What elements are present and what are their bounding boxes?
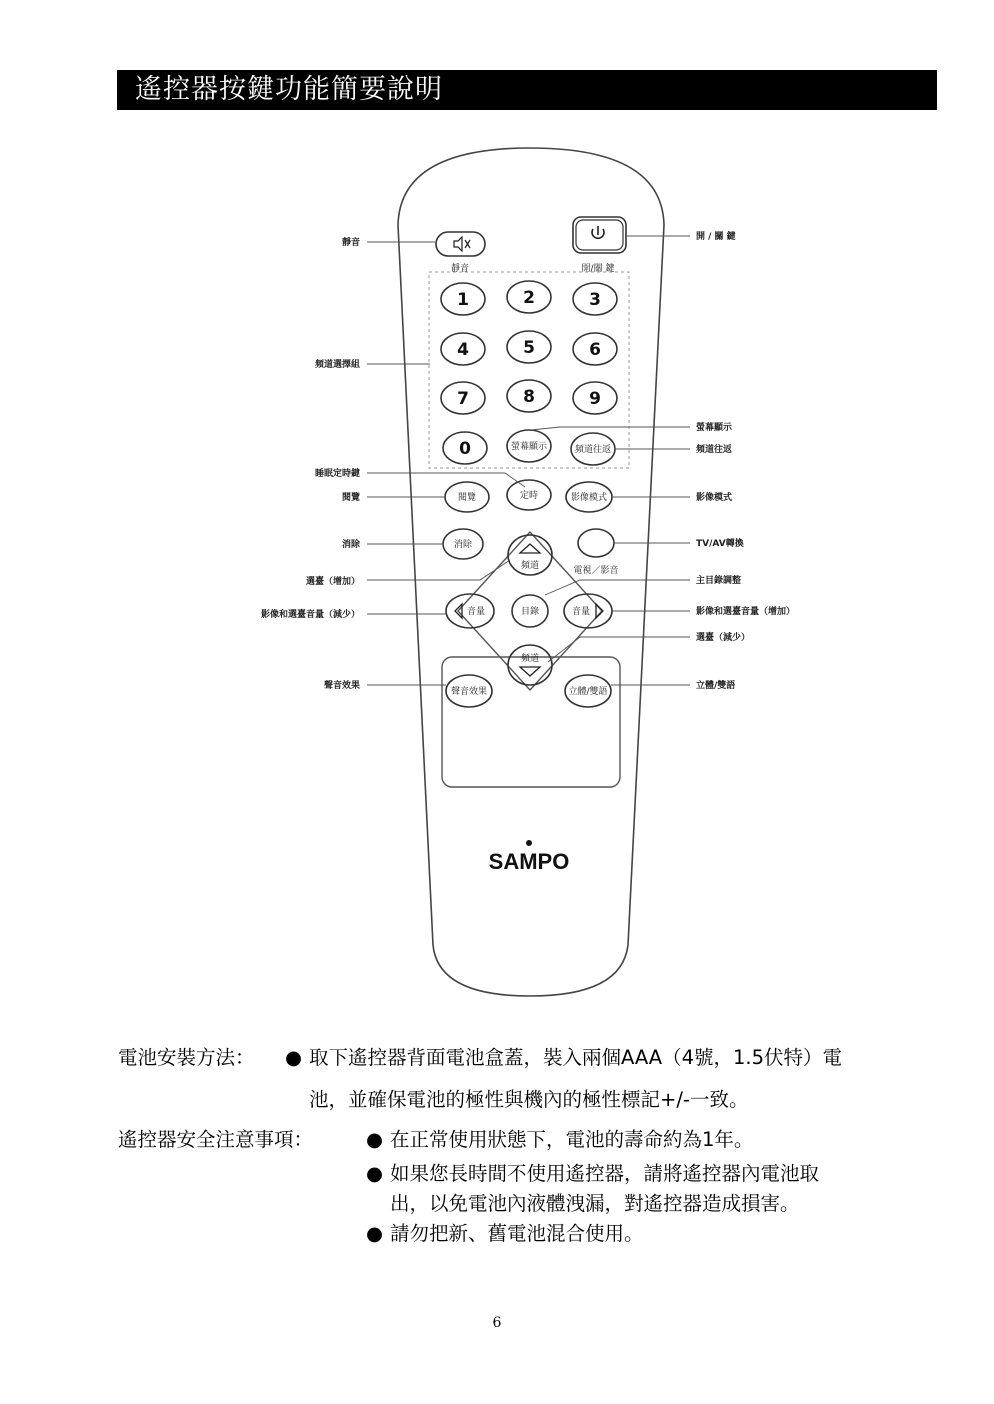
callout-channel-group: 頻道選擇組	[314, 360, 360, 370]
tv-av-button[interactable]	[578, 529, 614, 557]
power-button[interactable]	[573, 217, 626, 253]
recall-button-label: 頻道往返	[574, 445, 612, 455]
safety-item-2-line-2: 出，以免電池內液體洩漏，對遙控器造成損害。	[390, 1192, 800, 1215]
callout-sound-effect: 聲音效果	[323, 681, 360, 691]
callout-recall: 頻道往返	[696, 445, 733, 455]
callout-power: 開 / 關 鍵	[696, 232, 736, 242]
safety-item-2-line-1: 如果您長時間不使用遙控器，請將遙控器內電池取	[390, 1162, 820, 1185]
digit-label: 6	[589, 340, 601, 360]
power-icon	[592, 226, 604, 238]
callout-mute: 靜音	[341, 238, 360, 248]
callout-volume-up: 影像和選臺音量（增加）	[696, 607, 796, 617]
digit-label: 7	[457, 389, 469, 409]
callout-stereo: 立體/雙語	[696, 681, 736, 691]
menu-button[interactable]	[512, 595, 548, 627]
safety-item-1: 在正常使用狀態下，電池的壽命約為1年。	[390, 1128, 754, 1151]
digit-button-6[interactable]	[573, 333, 617, 365]
recall-button[interactable]	[571, 433, 615, 465]
digit-label: 8	[523, 387, 535, 407]
digit-button-1[interactable]	[441, 283, 485, 315]
digit-button-0[interactable]	[443, 432, 487, 464]
mute-icon	[454, 237, 470, 251]
callout-menu: 主目錄調整	[696, 576, 742, 586]
callout-clear: 消除	[341, 540, 360, 550]
safety-label: 遙控器安全注意事項：	[118, 1128, 314, 1151]
browse-button[interactable]	[445, 482, 489, 512]
volume-down-label: 音量	[466, 607, 486, 617]
callout-sleep: 睡眠定時鍵	[314, 469, 360, 479]
sound-effect-button-label: 聲音效果	[450, 687, 488, 697]
stereo-button[interactable]	[565, 675, 611, 707]
callout-picture-mode: 影像模式	[696, 493, 733, 503]
battery-label: 電池安裝方法：	[118, 1046, 255, 1069]
bullet-icon: ●	[366, 1162, 384, 1185]
digit-label: 2	[523, 288, 535, 308]
page-number: 6	[492, 1315, 502, 1331]
digit-button-4[interactable]	[441, 333, 485, 365]
volume-up-button[interactable]	[564, 594, 612, 628]
digit-button-8[interactable]	[507, 380, 551, 412]
digit-label: 4	[457, 340, 469, 360]
brand-dot	[526, 840, 532, 846]
callout-volume-down: 影像和選臺音量（減少）	[260, 610, 360, 620]
sleep-button-label: 定時	[519, 491, 539, 501]
digit-button-9[interactable]	[573, 382, 617, 414]
digit-label: 9	[589, 389, 601, 409]
callout-channel-up: 選臺（增加）	[305, 577, 360, 587]
callout-labels-left	[261, 236, 361, 691]
volume-up-label: 音量	[571, 607, 591, 617]
sound-effect-button[interactable]	[446, 675, 492, 707]
battery-line-2: 池，並確保電池的極性與機內的極性標記+/-一致。	[309, 1088, 749, 1111]
display-button-label: 螢幕顯示	[510, 442, 548, 452]
bullet-icon: ●	[366, 1128, 384, 1151]
callout-tv-av: TV/AV轉換	[696, 539, 744, 549]
sleep-button[interactable]	[507, 480, 551, 510]
safety-item-3: 請勿把新、舊電池混合使用。	[390, 1222, 644, 1245]
clear-button[interactable]	[443, 529, 483, 559]
mute-label: 靜音	[450, 264, 470, 274]
battery-line-1: 取下遙控器背面電池盒蓋，裝入兩個AAA（4號，1.5伏特）電	[309, 1046, 843, 1069]
digit-button-3[interactable]	[573, 283, 617, 315]
browse-button-label: 閱覽	[457, 493, 477, 503]
callout-display: 螢幕顯示	[696, 423, 733, 433]
digit-label: 3	[589, 290, 601, 310]
channel-up-label: 頻道	[520, 561, 540, 571]
digit-label: 5	[523, 338, 535, 358]
digit-button-2[interactable]	[507, 281, 551, 313]
callout-browse: 閱覽	[341, 493, 360, 503]
digit-button-7[interactable]	[441, 382, 485, 414]
channel-down-label: 頻道	[520, 654, 540, 664]
channel-down-button[interactable]	[508, 645, 552, 685]
triangle-down-icon	[520, 667, 540, 676]
picture-mode-button[interactable]	[566, 482, 612, 512]
tv-av-label: 電視／影音	[573, 566, 619, 576]
digit-label: 1	[457, 290, 469, 310]
digit-label: 0	[459, 439, 471, 459]
stereo-button-label: 立體/雙語	[568, 687, 608, 697]
digit-button-5[interactable]	[507, 331, 551, 363]
callout-channel-down: 選臺（減少）	[696, 633, 751, 643]
clear-button-label: 消除	[453, 540, 473, 550]
channel-up-button[interactable]	[508, 535, 552, 575]
picture-mode-button-label: 影像模式	[570, 493, 608, 503]
bullet-icon: ●	[285, 1046, 303, 1069]
mute-button[interactable]	[436, 232, 485, 256]
menu-button-label: 目錄	[520, 607, 540, 617]
volume-down-button[interactable]	[446, 594, 494, 628]
power-label: 開/關 鍵	[581, 264, 615, 274]
page-title: 遙控器按鍵功能簡要說明	[117, 70, 937, 110]
display-button[interactable]	[507, 430, 551, 462]
callout-labels-right	[696, 230, 795, 691]
brand-logo: SAMPO	[488, 849, 570, 874]
triangle-up-icon	[520, 544, 540, 553]
lower-panel	[442, 657, 620, 787]
bullet-icon: ●	[366, 1222, 384, 1245]
